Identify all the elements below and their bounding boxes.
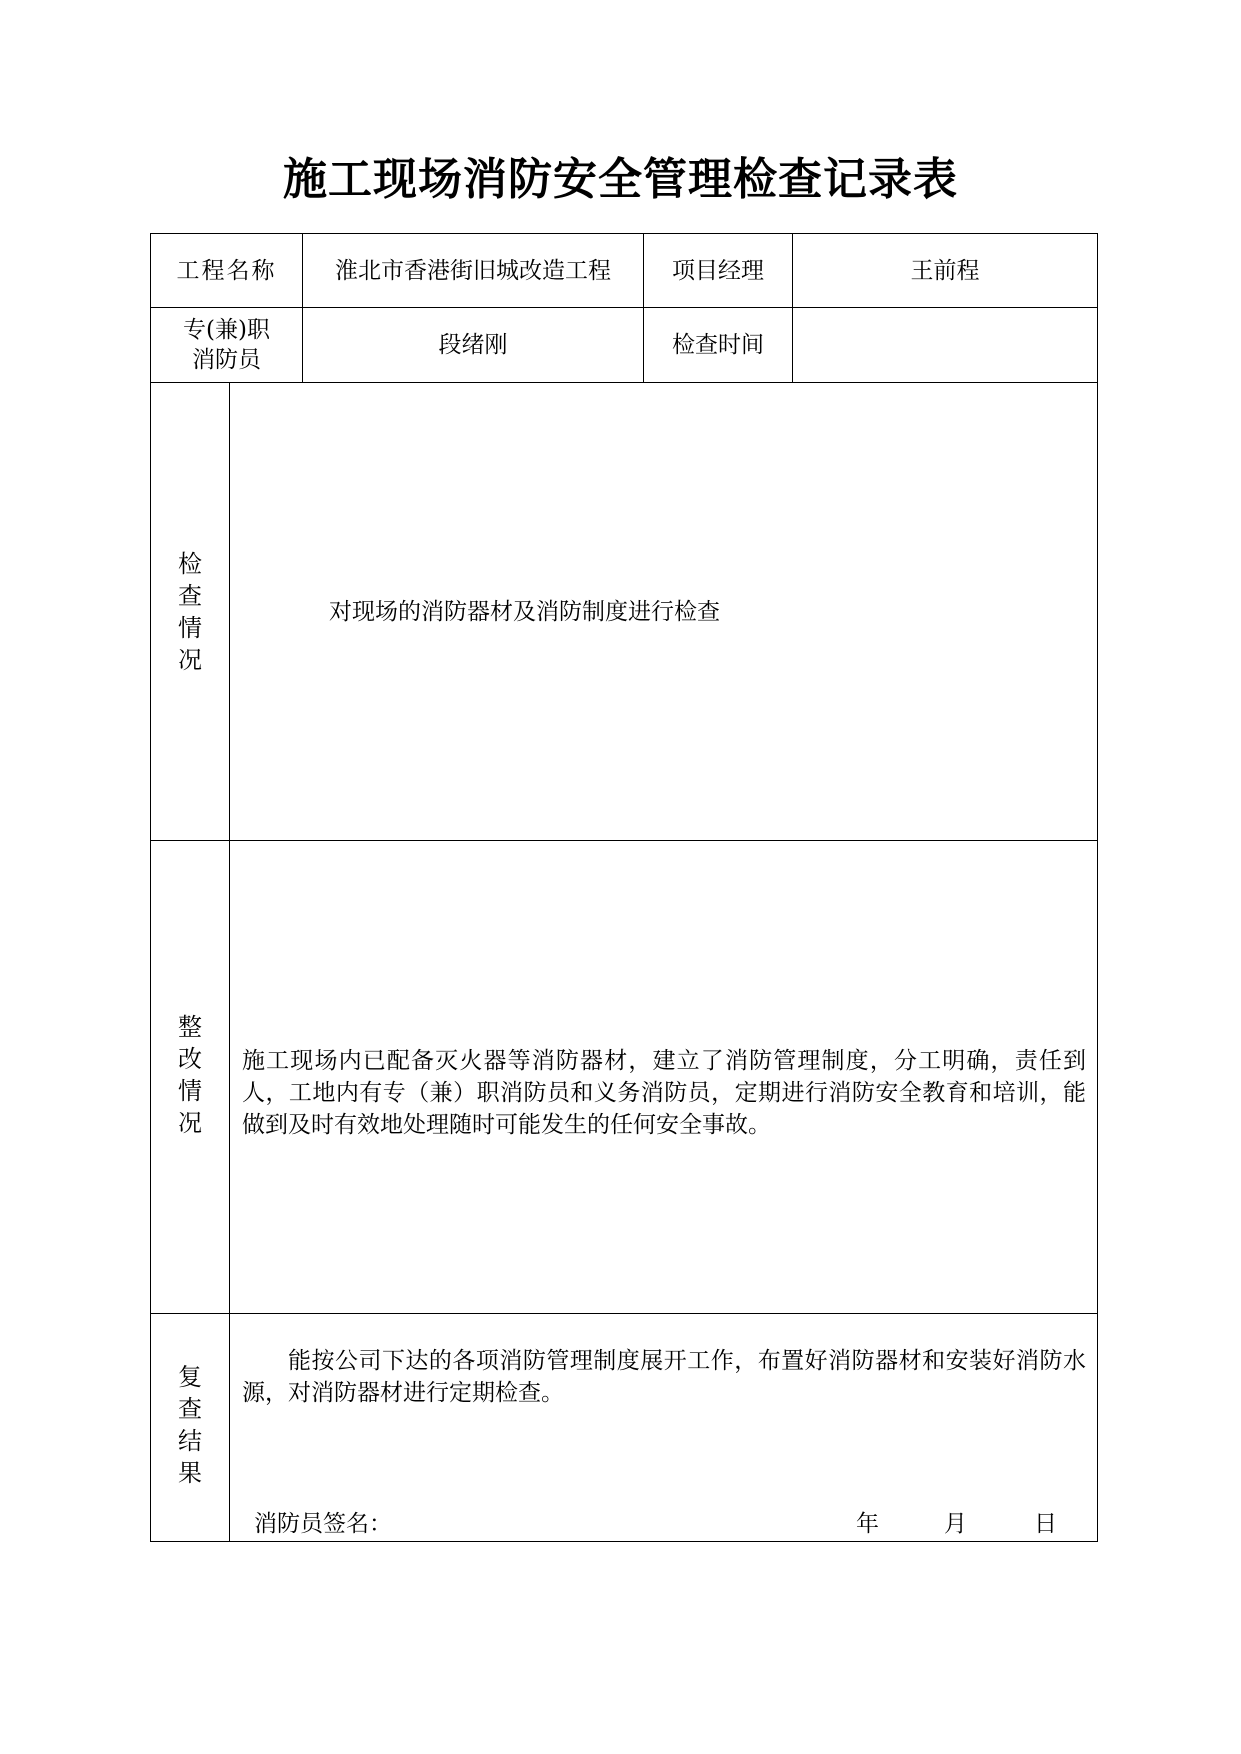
fireman-label-line1: 专(兼)职 [183, 317, 270, 343]
row-divider-4 [150, 1313, 1098, 1314]
table-border-bottom [150, 1541, 1098, 1542]
fireman-label [151, 308, 302, 382]
table-border-left [150, 233, 151, 1542]
recheck-label: 复查结果 [178, 1363, 202, 1487]
signature-label: 消防员签名： [254, 1511, 392, 1537]
row-divider-3 [150, 840, 1098, 841]
fireman-value: 段绪刚 [438, 332, 508, 358]
document-title: 施工现场消防安全管理检查记录表 [283, 154, 958, 205]
rectification-label: 整改情况 [178, 1013, 202, 1137]
signature-day: 日 [1034, 1511, 1057, 1537]
inspection-label: 检查情况 [178, 550, 202, 674]
row-divider-2 [150, 382, 1098, 383]
project-name-label: 工程名称 [176, 257, 277, 284]
project-manager-label: 项目经理 [672, 257, 764, 284]
signature-year: 年 [856, 1511, 879, 1537]
signature-month: 月 [944, 1511, 967, 1537]
project-manager-value: 王前程 [910, 257, 980, 284]
recheck-text: 能按公司下达的各项消防管理制度展开工作，布置好消防器材和安装好消防水源，对消防器材进行定期检查。 [242, 1348, 1086, 1406]
check-time-value [793, 308, 1097, 382]
project-name-value: 淮北市香港街旧城改造工程 [335, 257, 611, 284]
rectification-text: 施工现场内已配备灭火器等消防器材，建立了消防管理制度，分工明确，责任到人，工地内有专（兼）职消防员和义务消防员，定期进行消防安全教育和培训，能做到及时有效地处理随时可能发生的任何安全事故。 [242, 1048, 1086, 1138]
inspection-text: 对现场的消防器材及消防制度进行检查 [329, 599, 720, 625]
col-divider-body [229, 382, 230, 1542]
fireman-label-line2: 消防员 [192, 347, 261, 373]
table-border-right [1097, 233, 1098, 1542]
check-time-label: 检查时间 [672, 332, 764, 358]
